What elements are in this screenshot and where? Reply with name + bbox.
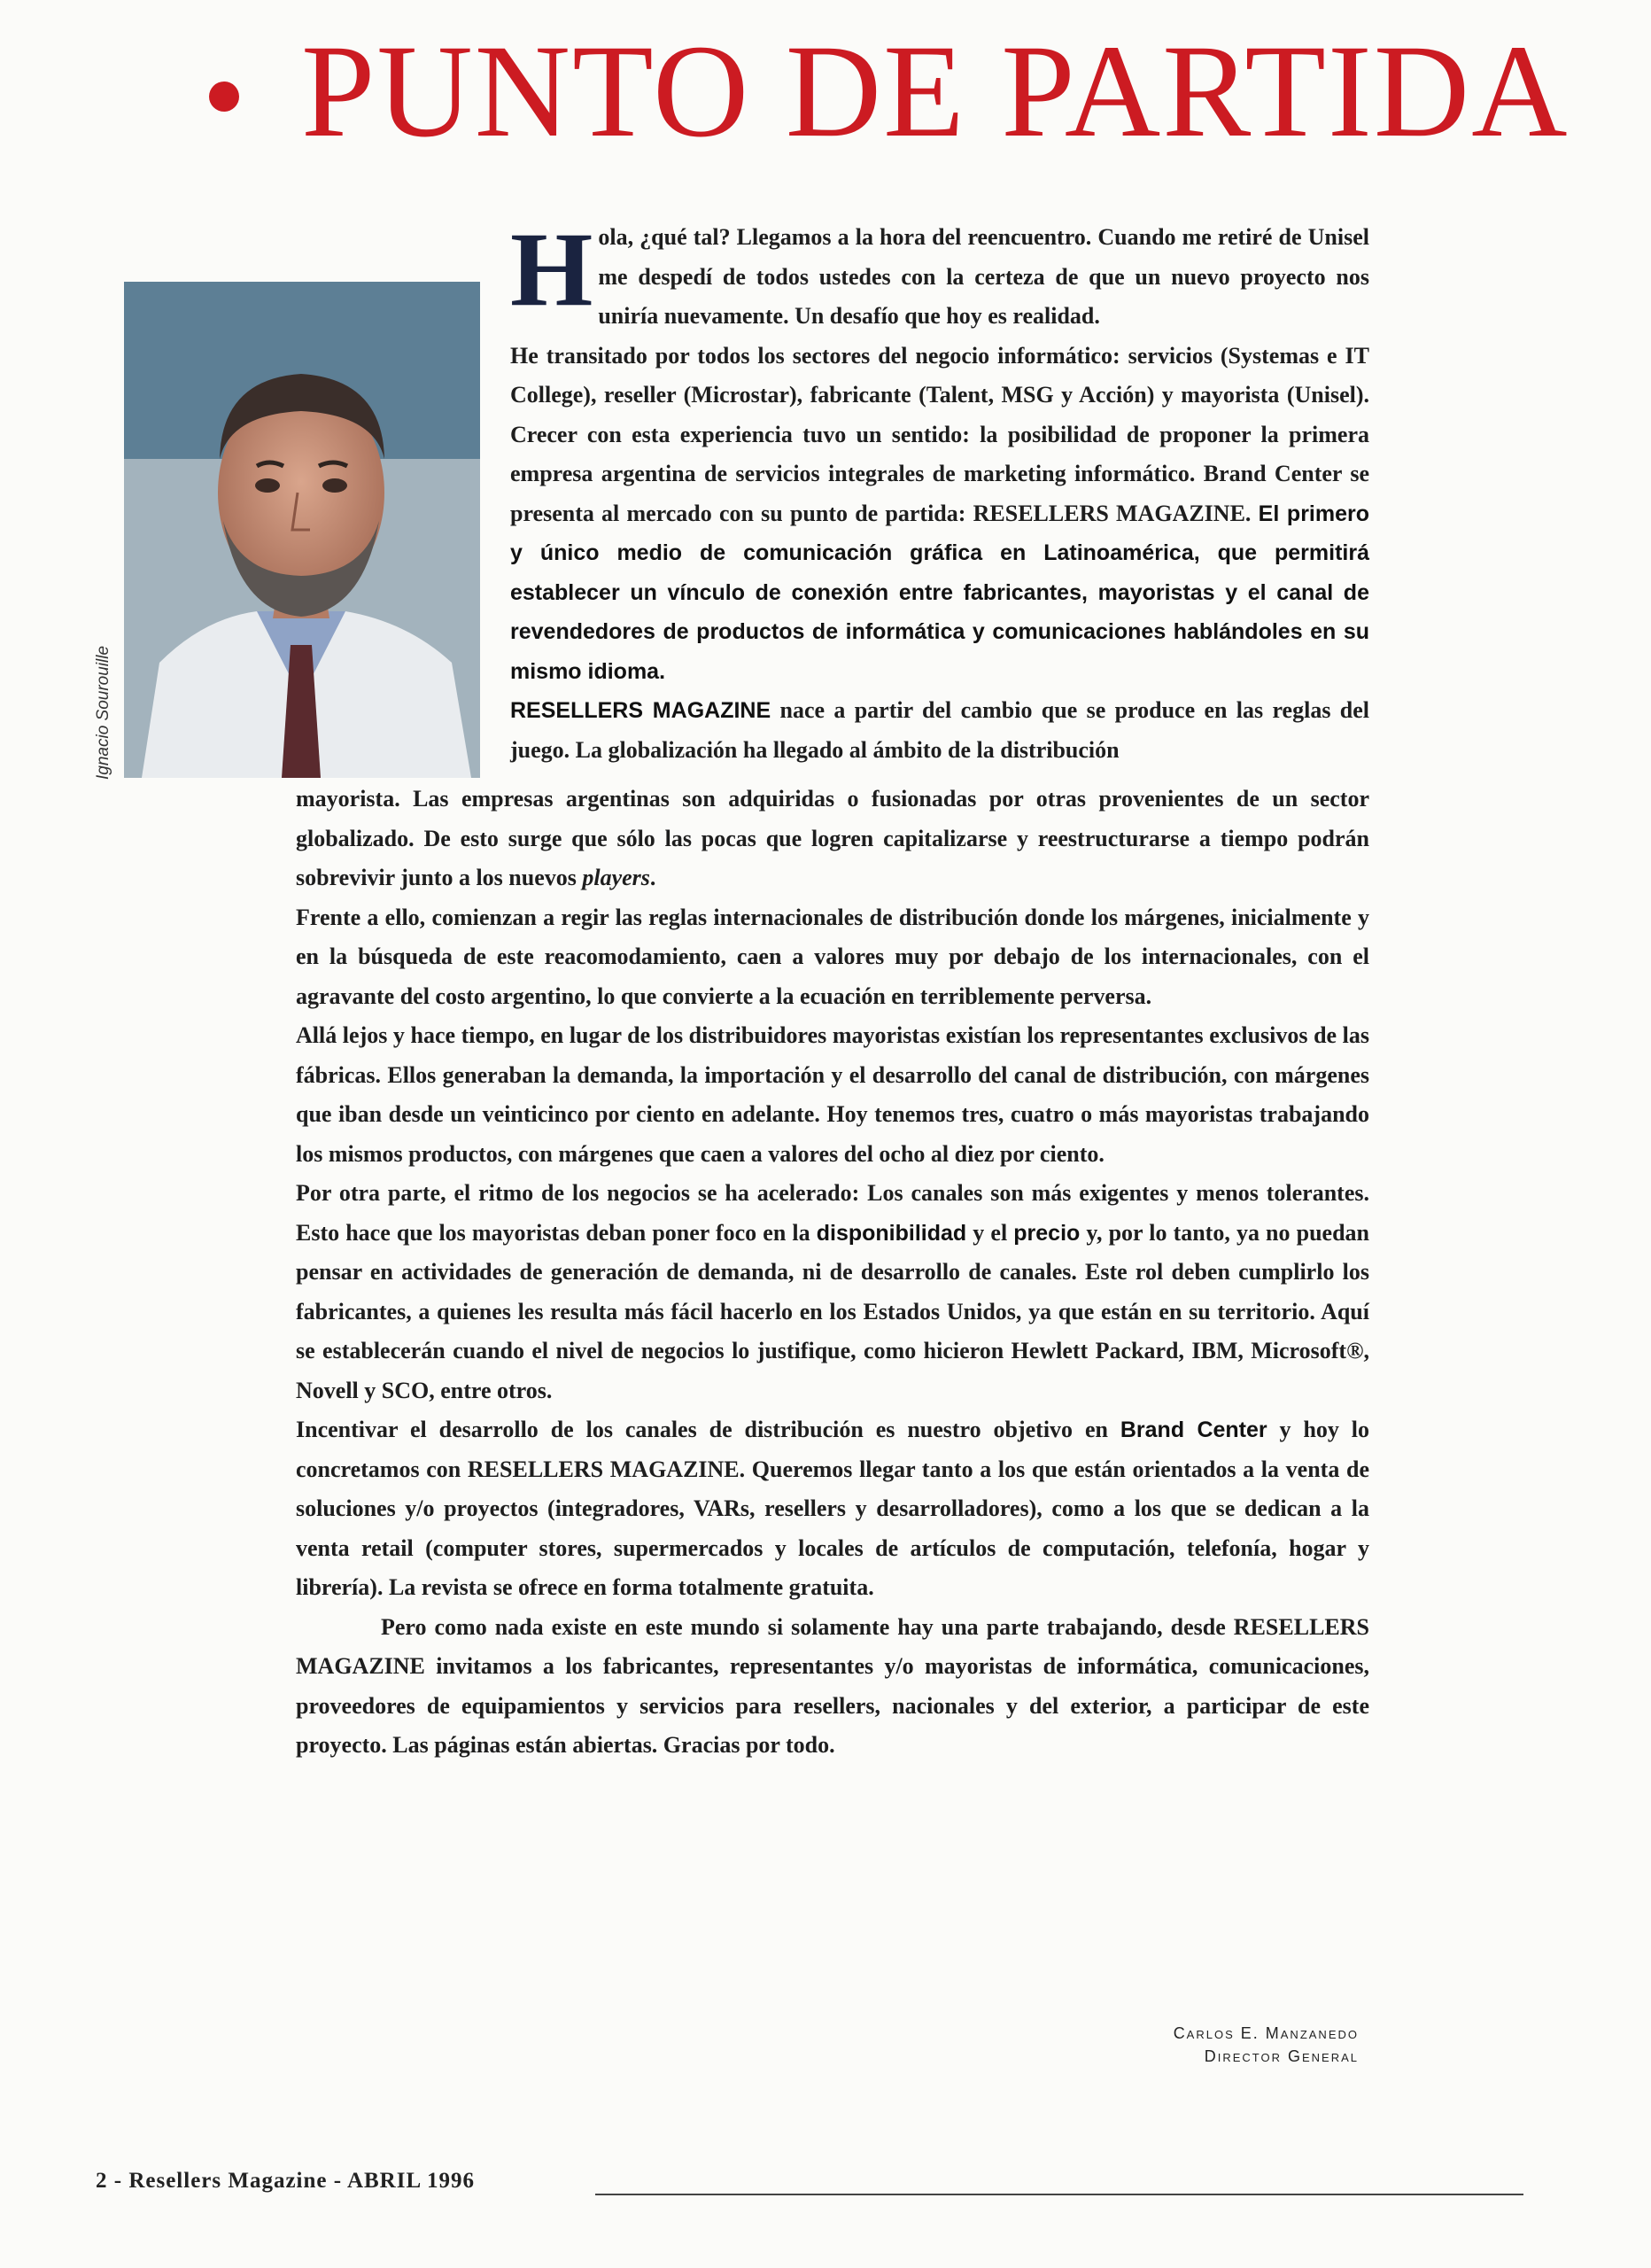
page-title: PUNTO DE PARTIDA (301, 18, 1570, 165)
drop-cap: H (510, 210, 593, 328)
paragraph: He transitado por todos los sectores del negocio informático: servicios (Systemas e IT College), reseller (Microstar), fabricante (Talent, MSG y Acción) y mayorista (Unisel). Crecer con esta experiencia tuvo un sentido: la posibilidad de proponer la primera empresa argentina de servicios integrales de marketing informático. Brand Center se presenta al mercado con su punto de partida: RESELLERS MAGAZINE. El primero y único medio de comunicación gráfica en Latinoamérica, que permitirá establecer un vínculo de conexión entre fabricantes, mayoristas y el canal de revendedores de productos de informática y comunicaciones hablándoles en su mismo idioma. (510, 342, 1370, 684)
footer-divider (595, 2194, 1523, 2195)
paragraph: RESELLERS MAGAZINE nace a partir del cambio que se produce en las reglas del juego. La globalización ha llegado al ámbito de la distribución (510, 697, 1370, 763)
signature (1174, 2022, 1359, 2068)
author-photo (124, 282, 480, 778)
paragraph: mayorista. Las empresas argentinas son adquiridas o fusionadas por otras provenientes de un sector globalizado. De esto surge que sólo las pocas que logren capitalizarse y reestructurarse a tiempo podrán sobrevivir junto a los nuevos players. (296, 786, 1369, 890)
photo-credit: Ignacio Sourouille (94, 645, 112, 780)
article-intro (510, 210, 1370, 770)
paragraph: Incentivar el desarrollo de los canales de distribución es nuestro objetivo en Brand Center y hoy lo concretamos con RESELLERS MAGAZINE. Queremos llegar tanto a los que están orientados a la venta de soluciones y/o proyectos (integradores, VARs, resellers y desarrolladores), como a los que se dedican a la venta retail (computer stores, supermercados y locales de artículos de computación, telefonía, hogar y librería). La revista se ofrece en forma totalmente gratuita. (296, 1417, 1370, 1600)
article-body (296, 780, 1369, 1766)
paragraph: Por otra parte, el ritmo de los negocios se ha acelerado: Los canales son más exigentes y menos tolerantes. Esto hace que los mayoristas deban poner foco en la disponibilidad y el precio y, por lo tanto, ya no puedan pensar en actividades de generación de demanda, ni de desarrollo de canales. Este rol deben cumplirlo los fabricantes, a quienes les resulta más fácil hacerlo en los Estados Unidos, ya que están en su territorio. Aquí se establecerán cuando el nivel de negocios lo justifique, como hicieron Hewlett Packard, IBM, Microsoft®, Novell y SCO, entre otros. (296, 1180, 1370, 1403)
paragraph: Pero como nada existe en este mundo si solamente hay una parte trabajando, desde RESELLERS MAGAZINE invitamos a los fabricantes, representantes y/o mayoristas de informática, comunicaciones, proveedores de equipamientos y servicios para resellers, nacionales y del exterior, a participar de este proyecto. Las páginas están abiertas. Gracias por todo. (296, 1613, 1369, 1758)
paragraph: ola, ¿qué tal? Llegamos a la hora del reencuentro. Cuando me retiré de Unisel me despedí de todos ustedes con la certeza de que un nuevo proyecto nos uniría nuevamente. Un desafío que hoy es realidad. (598, 224, 1369, 329)
paragraph: Allá lejos y hace tiempo, en lugar de los distribuidores mayoristas existían los representantes exclusivos de las fábricas. Ellos generaban la demanda, la importación y el desarrollo del canal de distribución, con márgenes que iban desde un veinticinco por ciento en adelante. Hoy tenemos tres, cuatro o más mayoristas trabajando los mismos productos, con márgenes que caen a valores del ocho al diez por ciento. (296, 1022, 1369, 1167)
paragraph: Frente a ello, comienzan a regir las reglas internacionales de distribución donde los márgenes, inicialmente y en la búsqueda de este reacomodamiento, caen a valores muy por debajo de los internacionales, con el agravante del costo argentino, lo que convierte a la ecuación en terriblemente perversa. (296, 904, 1369, 1009)
signature-role: Director General (1204, 2047, 1359, 2065)
title-bullet (209, 82, 239, 112)
portrait-illustration (124, 282, 480, 778)
page-footer: 2 - Resellers Magazine - ABRIL 1996 (96, 2169, 476, 2193)
signature-name: Carlos E. Manzanedo (1173, 2024, 1359, 2042)
